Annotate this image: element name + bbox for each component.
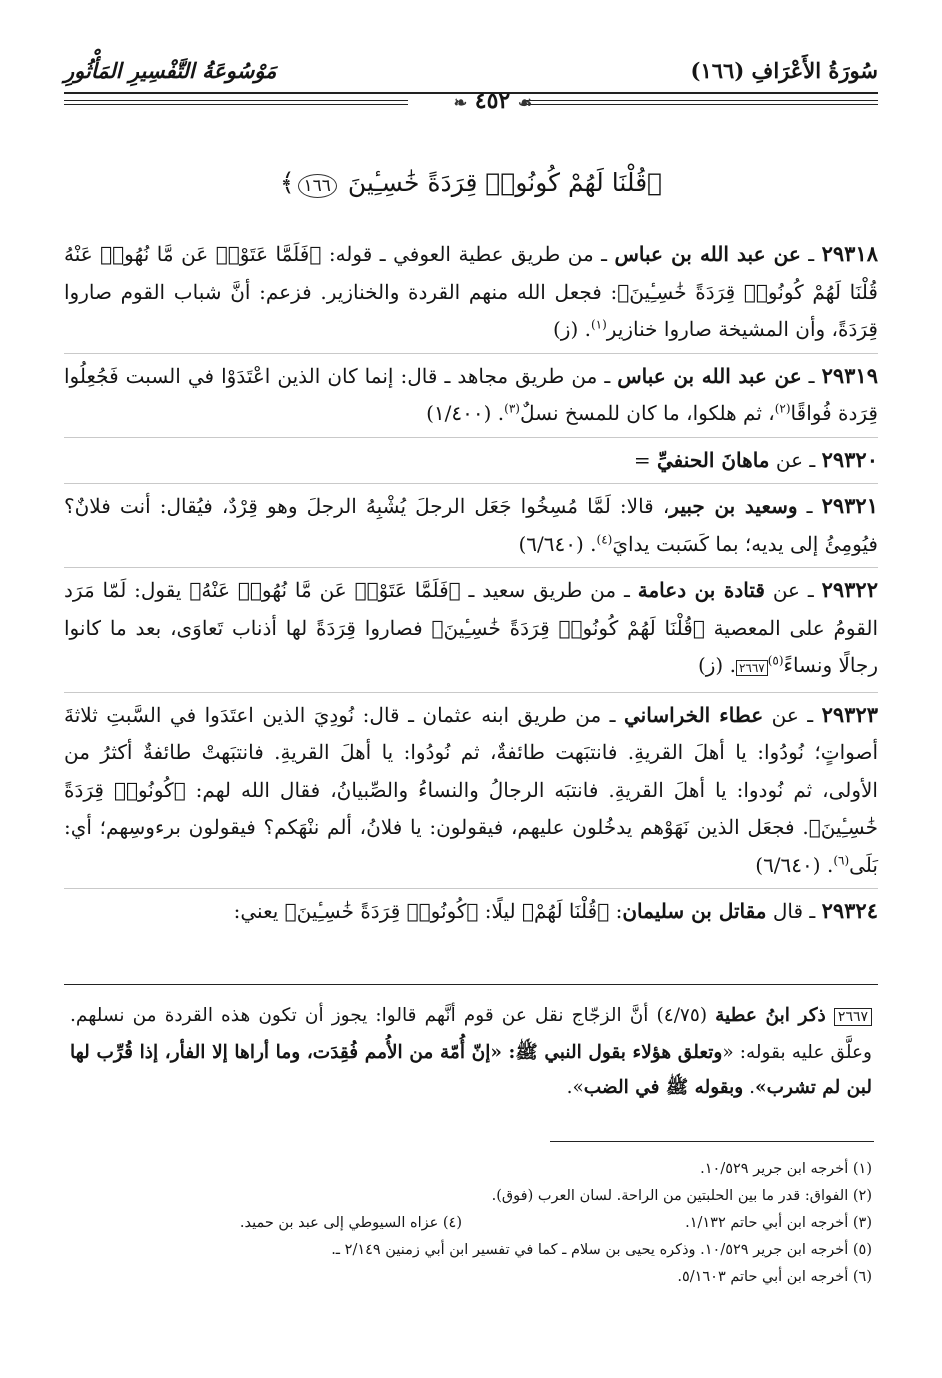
narration-29323: ٢٩٣٢٣ ـ عن عطاء الخراساني ـ من طريق ابنه عثمان ـ قال: نُودِيَ الذين اعتَدَوا في السَّبتِ ثلاثةَ أصواتٍ؛ نُودُوا: يا أهلَ القريةِ. فانتبَهت طائفةٌ، ثم نُودُوا: يا أهلَ القريةِ. فانتبَهتْ طائفةٌ أكثرُ من الأولى، ثم نُودوا: يا أهلَ القريةِ. فانتبَه الرجالُ والنساءُ والصِّبيانُ، فقال الله لهم: ﴿كُونُوا۟ قِرَدَةً خَٰسِـِٔينَ﴾. فجعَل الذين نَهَوْهم يدخُلون عليهم، فيقولون: يا فلانُ، ألم ننْهَكم؟ فيقولون برءوسِهم؛ أي: بَلَى$^{(٦)}$. (٦/٦٤٠): [64, 693, 878, 890]
commentary-lead: ذكر ابنُ عطية: [715, 1005, 826, 1026]
footnote-row-3-4: [64, 1210, 872, 1237]
narrator-name: عن عبد الله بن عباس: [614, 242, 801, 266]
narrator-name: ماهانَ الحنفيِّ: [657, 447, 770, 472]
narration-number: ٢٩٣٢٤: [821, 898, 878, 923]
footnote-5: (٥) أخرجه ابن جرير ١٠/٥٢٩. وذكره يحيى بن سلام ـ كما في تفسير ابن أبي زمنين ٢/١٤٩ ـ.: [331, 1242, 872, 1258]
book-title-header: مَوْسُوعَةُ التَّفْسِيرِ المَأْثُورِ: [64, 58, 277, 83]
footnote-2: (٢) الفواق: قدر ما بين الحلبتين من الراحة. لسان العرب (فوق).: [491, 1188, 872, 1204]
page-number-rule-left: [64, 100, 408, 101]
ornament-right-icon: ☙: [517, 93, 533, 112]
source-reference: (ز): [552, 317, 579, 341]
footnotes-rule: [550, 1141, 874, 1142]
footnote-marker: (٥): [767, 653, 784, 668]
ornament-left-icon: ❧: [453, 93, 468, 112]
narrations: [64, 232, 878, 935]
page-number-rule-right: [526, 100, 878, 101]
source-reference: (٦/٦٤٠): [755, 852, 821, 877]
narrator-name: قتادة بن دعامة: [637, 578, 765, 602]
quran-quote: ﴿كُونُوا۟ قِرَدَةً خَٰسِـِٔينَ﴾: [284, 899, 479, 923]
ayah-number-marker: ١٦٦: [298, 174, 337, 198]
footnote-6: (٦) أخرجه ابن أبي حاتم ٥/١٦٠٣.: [677, 1269, 872, 1285]
footnote-4: (٤) عزاه السيوطي إلى عبد بن حميد.: [239, 1215, 462, 1231]
narration-number: ٢٩٣٢٠: [821, 446, 878, 472]
commentary-note: ٢٦٦٧ ذكر ابنُ عطية (٤/٧٥) أنَّ الزجّاج نقل عن قوم أنَّهم قالوا: يجوز أن تكون هذه القردة من نسلهم. وعلَّق عليه بقوله: «وتعلق هؤلاء بقول النبي ﷺ: «إنّ أُمّة من الأُمم فُقِدَت، وما أراها إلا الفأر، إذا قُرِّب لها لبن لم تشرب». وبقوله ﷺ في الضب».: [70, 1005, 872, 1098]
source-reference: (ز): [697, 653, 724, 677]
quran-quote: ﴿قُلْنَا لَهُمْ كُونُوا۟ قِرَدَةً خَٰسِـِٔينَ﴾: [431, 615, 705, 640]
narration-29318: ٢٩٣١٨ ـ عن عبد الله بن عباس ـ من طريق عطية العوفي ـ قوله: ﴿فَلَمَّا عَتَوْا۟ عَن مَّا نُهُوا۟ عَنْهُ قُلْنَا لَهُمْ كُونُوا۟ قِرَدَةً خَٰسِـِٔينَ﴾: فجعل الله منهم القردة والخنازير. فزعم: أنَّ شباب القوم صاروا قِرَدَةً، وأن المشيخة صاروا خنازير$^{(١)}$. (ز): [64, 232, 878, 354]
source-reference: (١/٤٠٠): [426, 401, 492, 425]
footnote-marker: (٣): [504, 401, 520, 416]
commentary-hadith-quote-2: وبقوله ﷺ في الضب: [583, 1077, 744, 1098]
quran-quote: ﴿قُلْنَا لَهُمْ﴾: [521, 899, 610, 923]
source-reference: (٦/٦٤٠): [518, 531, 584, 556]
commentary-separator: [64, 984, 878, 985]
verse-text: قُلْنَا لَهُمْ كُونُوا۟ قِرَدَةً خَٰسِـِٔينَ: [347, 168, 648, 197]
quran-quote: ﴿فَلَمَّا عَتَوْا۟ عَن مَّا نُهُوا۟ عَنْهُ قُلْنَا لَهُمْ كُونُوا۟ قِرَدَةً خَٰسِـِٔينَ﴾: [64, 242, 878, 304]
narration-29322: ٢٩٣٢٢ ـ عن قتادة بن دعامة ـ من طريق سعيد ـ ﴿فَلَمَّا عَتَوْا۟ عَن مَّا نُهُوا۟ عَنْهُ﴾ يقول: لَمّا مَرَد القومُ على المعصية ﴿قُلْنَا لَهُمْ كُونُوا۟ قِرَدَةً خَٰسِـِٔينَ﴾ فصاروا قِرَدَةً لها أذناب تَعاوَى، بعد ما كانوا رجالًا ونساءً$^{(٥)}$٢٦٦٧. (ز): [64, 568, 878, 693]
footnote-marker: (٦): [833, 852, 850, 867]
narration-number: ٢٩٣١٨: [821, 241, 879, 266]
narration-29324: ٢٩٣٢٤ ـ قال مقاتل بن سليمان: ﴿قُلْنَا لَهُمْ﴾ ليلًا: ﴿كُونُوا۟ قِرَدَةً خَٰسِـِٔينَ﴾ يعني:: [233, 898, 878, 923]
footnote-3: (٣) أخرجه ابن أبي حاتم ١/١٣٢.: [685, 1215, 872, 1231]
page-number-rule-left-2: [64, 104, 408, 105]
narrator-name: عن عبد الله بن عباس: [617, 363, 802, 388]
narrator-name: عطاء الخراساني: [623, 702, 764, 727]
narration-29321: ٢٩٣٢١ ـ وسعيد بن جبير، قالا: لَمَّا مُسِخُوا جَعَل الرجلَ يُشْبِهُ الرجلَ وهو قِرْدٌ، فيُقال: أنت فلانٌ؟ فيُومِئُ إلى يديه؛ بما كَسَبت يدايَ$^{(٤)}$. (٦/٦٤٠): [64, 484, 878, 568]
narration-number: ٢٩٣١٩: [821, 362, 878, 388]
commentary-ref: (٤/٧٥): [648, 1005, 716, 1026]
footnotes: [64, 1156, 872, 1291]
page-number-text: ٤٥٢: [474, 88, 511, 114]
footnote-marker: (١): [590, 317, 607, 332]
verse-heading: [64, 168, 878, 197]
narration-number: ٢٩٣٢٢: [821, 577, 878, 602]
page-number-rule-right-2: [526, 104, 878, 105]
quran-quote: ﴿كُونُوا۟ قِرَدَةً خَٰسِـِٔينَ﴾: [64, 777, 879, 839]
footnote-1: (١) أخرجه ابن جرير ١٠/٥٢٩.: [700, 1161, 872, 1177]
narration-29320: ٢٩٣٢٠ ـ عن ماهانَ الحنفيِّ =: [64, 438, 878, 485]
narrator-name: وسعيد بن جبير: [669, 494, 798, 518]
footnote-marker: (٤): [596, 531, 613, 546]
footnote-marker: (٢): [774, 401, 791, 416]
narration-number: ٢٩٣٢١: [821, 493, 878, 518]
commentary-number-box: ٢٦٦٧: [834, 1008, 872, 1026]
commentary-link-box[interactable]: ٢٦٦٧: [736, 660, 768, 676]
verse-open-bracket: ﴿: [647, 168, 663, 197]
commentary-hadith-quote: وتعلق هؤلاء بقول النبي ﷺ: «إنّ أُمّة من الأُمم فُقِدَت، وما أراها إلا الفأر، إذا قُرِّب لها لبن لم تشرب»: [70, 1042, 872, 1098]
verse-close-bracket: ﴾: [279, 168, 295, 197]
narration-number: ٢٩٣٢٣: [821, 701, 879, 727]
narration-29319: ٢٩٣١٩ ـ عن عبد الله بن عباس ـ من طريق مجاهد ـ قال: إنما كان الذين اعْتَدَوْا في السبت فَجُعِلُوا قِرَدة فُواقًا$^{(٢)}$، ثم هلكوا، ما كان للمسخ نسلٌ$^{(٣)}$. (١/٤٠٠): [64, 354, 878, 438]
narrator-name: مقاتل بن سليمان: [622, 899, 767, 923]
page-number: [408, 88, 578, 114]
surah-header: سُورَةُ الأَعْرَافِ (١٦٦): [690, 58, 878, 83]
quran-quote: ﴿فَلَمَّا عَتَوْا۟ عَن مَّا نُهُوا۟ عَنْهُ﴾: [189, 578, 461, 602]
